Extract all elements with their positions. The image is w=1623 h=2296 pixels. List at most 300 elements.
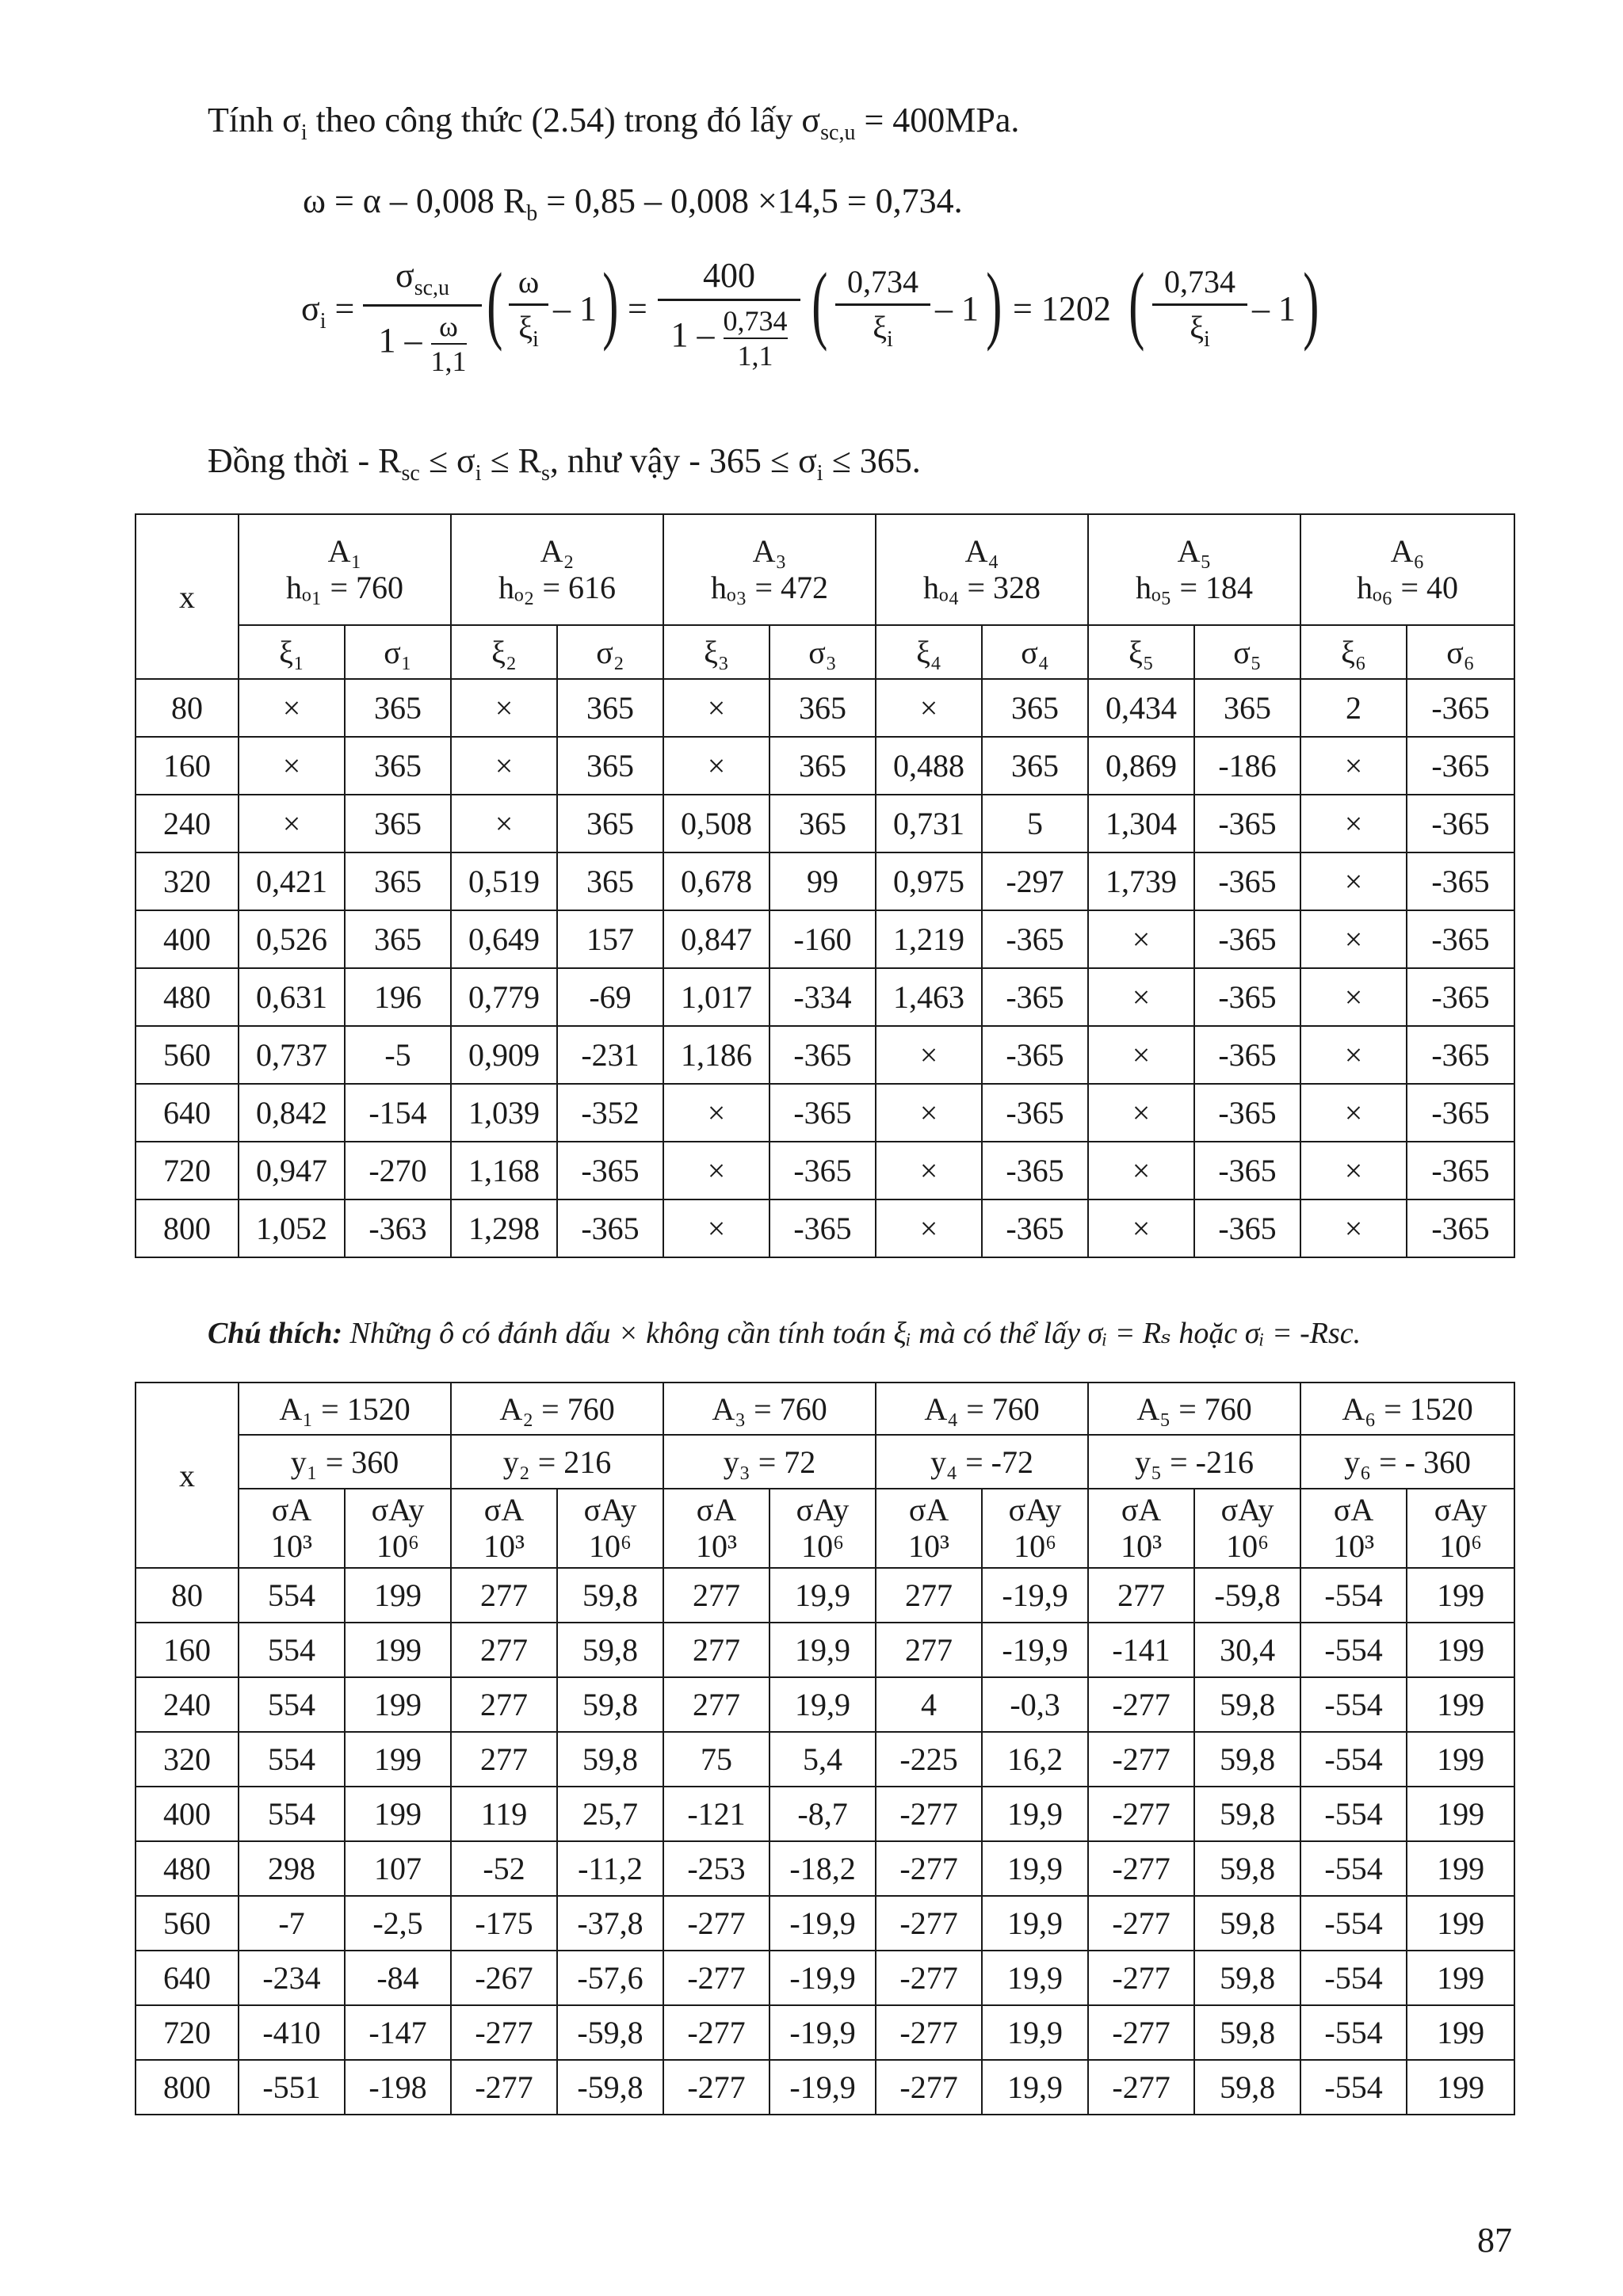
note-label: Chú thích: [208,1317,343,1350]
table-cell: 59,8 [557,1568,663,1623]
table-cell: 5,4 [769,1732,876,1787]
table-cell: 277 [451,1568,557,1623]
group-area-label: A₁ [327,533,362,569]
table-cell: -277 [876,2060,982,2115]
formula-paren-close-2: ) [986,255,1002,352]
table-cell: -277 [876,1841,982,1896]
formula-frac-2-den-frac-num: 0,734 [724,304,788,339]
table-cell: × [876,1026,982,1084]
table-cell: 59,8 [557,1623,663,1677]
xi-header-cell: ξ₆ [1300,625,1407,679]
sigma-a-unit: 10³ [1121,1528,1163,1564]
group-depth-label: hₒ₁ = 760 [285,570,404,605]
table-cell: × [451,737,557,795]
constraint-sub2: i [475,461,482,486]
sigma-ay-unit: 10⁶ [589,1528,632,1564]
table-cell: 1,039 [451,1084,557,1142]
table-cell: × [239,737,345,795]
table-cell: -57,6 [557,1951,663,2005]
table-cell: -231 [557,1026,663,1084]
formula-inner-frac-2-den-sub: i [887,327,893,352]
table-cell: × [663,1084,769,1142]
table-cell: × [876,1084,982,1142]
table-cell: 19,9 [769,1623,876,1677]
table-cell: × [1300,852,1407,910]
table-row [136,1896,1514,1951]
formula-inner-frac-3-num: 0,734 [1152,263,1247,306]
table-cell: -365 [1194,795,1300,852]
table-cell: -277 [451,2060,557,2115]
table-cell: 0,678 [663,852,769,910]
formula-frac-2-den [658,301,800,372]
table-cell: × [239,679,345,737]
sigma-ay-unit: 10⁶ [376,1528,419,1564]
table-cell: 59,8 [1194,1951,1300,2005]
sigma-a-unit: 10³ [696,1528,738,1564]
table-cell: 19,9 [982,2005,1088,2060]
xi-header-cell: ξ₁ [239,625,345,679]
table-cell: -410 [239,2005,345,2060]
sigma-ay-label: σAy [796,1492,850,1527]
formula-tail-3: – 1 [1252,289,1296,328]
table-row [136,1568,1514,1623]
constraint-line [208,441,921,486]
x-value-cell: 720 [136,2005,239,2060]
table-cell: -59,8 [1194,1568,1300,1623]
sigma-header-cell: σ₁ [345,625,451,679]
table-cell: 365 [345,852,451,910]
table-cell: 1,463 [876,968,982,1026]
table-cell: 0,421 [239,852,345,910]
table-cell: -554 [1300,1623,1407,1677]
table-cell: -7 [239,1896,345,1951]
omega-line-b: = 0,85 – 0,008 ×14,5 = 0,734. [537,181,963,220]
formula-frac-1-den [363,307,482,378]
table-cell: 554 [239,1623,345,1677]
table-cell: -334 [769,968,876,1026]
table-cell: 19,9 [982,1951,1088,2005]
table-cell: 199 [345,1568,451,1623]
table-cell: 1,017 [663,968,769,1026]
table-row [136,2005,1514,2060]
table-cell: 277 [451,1732,557,1787]
table-cell: -365 [982,910,1088,968]
sigma-a-header-cell [1088,1489,1194,1568]
x-value-cell: 400 [136,910,239,968]
table-cell: × [1088,1084,1194,1142]
table-cell: -365 [1407,910,1514,968]
table-cell: × [1300,1199,1407,1257]
table-cell: 365 [345,679,451,737]
table-cell: -19,9 [769,2005,876,2060]
table-cell: 157 [557,910,663,968]
table-cell: -365 [1407,795,1514,852]
table-cell: 5 [982,795,1088,852]
table-cell: 4 [876,1677,982,1732]
table-cell: 199 [1407,2005,1514,2060]
table-cell: -253 [663,1841,769,1896]
table-cell: -277 [876,2005,982,2060]
x-value-cell: 640 [136,1084,239,1142]
formula-frac-1-den-frac-den: 1,1 [430,345,467,377]
sigma-ay-label: σAy [1434,1492,1487,1527]
sigma-a-header-cell [239,1489,345,1568]
table-cell: × [451,679,557,737]
table-cell: 59,8 [1194,1677,1300,1732]
table-cell: -365 [1407,737,1514,795]
x-value-cell: 240 [136,1677,239,1732]
group-depth-label: hₒ₄ = 328 [922,570,1041,605]
table-cell: -365 [1407,968,1514,1026]
table-cell: -19,9 [982,1568,1088,1623]
sigma-ay-label: σAy [1008,1492,1062,1527]
constraint-a: Đồng thời - R [208,441,402,480]
table-cell: -365 [1407,852,1514,910]
table-header-row [136,514,1514,625]
formula-paren-open-3: ( [1128,255,1145,352]
table-cell: -554 [1300,1896,1407,1951]
table-cell: -277 [1088,1732,1194,1787]
table-cell: 1,052 [239,1199,345,1257]
table-cell: -365 [1194,968,1300,1026]
x-value-cell: 560 [136,1896,239,1951]
table-cell: × [1300,795,1407,852]
xi-header-cell: ξ₄ [876,625,982,679]
table-cell: 199 [1407,1896,1514,1951]
table-cell: -37,8 [557,1896,663,1951]
formula-paren-open-2: ( [812,255,828,352]
table-cell: × [239,795,345,852]
formula-frac-1-num-sigma: σ [395,256,414,295]
table-cell: -365 [1194,1199,1300,1257]
formula-tail-1: – 1 [553,289,597,328]
table-cell: -277 [1088,1787,1194,1841]
table-cell: 199 [345,1677,451,1732]
group-header-cell [451,514,663,625]
table-cell: 0,631 [239,968,345,1026]
table-row [136,2060,1514,2115]
table-cell: 199 [1407,1568,1514,1623]
constraint-sub1: sc [401,461,420,486]
table-cell: 0,488 [876,737,982,795]
table-row [136,1199,1514,1257]
sigma-a-label: σA [1333,1492,1374,1527]
table-cell: 1,186 [663,1026,769,1084]
table-cell: 365 [1194,679,1300,737]
table-cell: 365 [557,737,663,795]
table-cell: 0,947 [239,1142,345,1199]
xi-sigma-table-head [136,514,1514,679]
sigma-ay-header-cell [345,1489,451,1568]
table-cell: -365 [982,1199,1088,1257]
sigma-a-unit: 10³ [271,1528,312,1564]
table-cell: -551 [239,2060,345,2115]
table-cell: -234 [239,1951,345,2005]
x-value-cell: 720 [136,1142,239,1199]
table-cell: 196 [345,968,451,1026]
group-area-label: A₄ [964,533,999,569]
table-cell: 1,168 [451,1142,557,1199]
formula-paren-close-3: ) [1303,255,1319,352]
table-cell: -365 [1407,1199,1514,1257]
table-cell: -52 [451,1841,557,1896]
table-cell: 199 [345,1732,451,1787]
formula-frac-1-den-a: 1 – [378,321,422,360]
table-cell: 277 [451,1623,557,1677]
table-cell: -277 [663,2060,769,2115]
table-cell: 365 [345,737,451,795]
table-cell: -277 [876,1896,982,1951]
group-header-cell [1088,514,1300,625]
table-cell: 2 [1300,679,1407,737]
intro-line-1 [208,103,1019,144]
sigma-a-unit: 10³ [908,1528,950,1564]
table-cell: -19,9 [769,1896,876,1951]
table-cell: 59,8 [1194,2005,1300,2060]
x-value-cell: 160 [136,737,239,795]
table-cell: 365 [769,737,876,795]
table-cell: 119 [451,1787,557,1841]
table-cell: -365 [769,1142,876,1199]
table-cell: -365 [769,1084,876,1142]
table-cell: 199 [345,1623,451,1677]
formula-inner-frac-3-den-sub: i [1204,327,1210,352]
table-cell: 554 [239,1568,345,1623]
xi-header-cell: ξ₂ [451,625,557,679]
group-area-cell: A₁ = 1520 [239,1383,451,1435]
table-cell: 0,434 [1088,679,1194,737]
group-header-cell [663,514,876,625]
sigma-a-label: σA [271,1492,312,1527]
table-cell: 19,9 [982,1841,1088,1896]
x-value-cell: 800 [136,2060,239,2115]
table-cell: -69 [557,968,663,1026]
table-cell: 0,842 [239,1084,345,1142]
group-y-cell: y₁ = 360 [239,1435,451,1489]
table-cell: -59,8 [557,2060,663,2115]
table-cell: 199 [1407,2060,1514,2115]
table-cell: 277 [663,1677,769,1732]
sigma-ay-label: σAy [1220,1492,1274,1527]
table-cell: × [1300,1026,1407,1084]
table-cell: × [1088,968,1194,1026]
omega-line [303,181,963,226]
constraint-sub3: s [540,461,550,486]
constraint-d: , như vậy - 365 ≤ σ [549,441,817,480]
group-header-cell [1300,514,1514,625]
table-cell: 59,8 [557,1677,663,1732]
table-cell: × [876,1142,982,1199]
table-cell: 199 [1407,1787,1514,1841]
group-area-label: A₅ [1177,533,1212,569]
table-cell: 0,909 [451,1026,557,1084]
formula-frac-2-den-frac-den: 1,1 [737,340,773,372]
table-cell: × [1088,910,1194,968]
table-cell: -365 [1194,1142,1300,1199]
sigma-header-cell: σ₃ [769,625,876,679]
table-cell: -277 [1088,2005,1194,2060]
table-cell: 1,219 [876,910,982,968]
sigma-header-cell: σ₂ [557,625,663,679]
table-row [136,795,1514,852]
formula-frac-2 [658,255,800,372]
table-cell: 19,9 [982,1787,1088,1841]
x-value-cell: 240 [136,795,239,852]
table-row [136,968,1514,1026]
xi-header-cell: ξ₃ [663,625,769,679]
x-value-cell: 160 [136,1623,239,1677]
table-row [136,1623,1514,1677]
x-value-cell: 480 [136,968,239,1026]
group-y-cell: y₃ = 72 [663,1435,876,1489]
sigma-a-label: σA [483,1492,525,1527]
table-cell: 365 [557,679,663,737]
table-row [136,1084,1514,1142]
table-cell: × [663,1142,769,1199]
formula-frac-1 [363,255,482,378]
table-cell: -277 [663,2005,769,2060]
table-cell: 554 [239,1732,345,1787]
table-row [136,1677,1514,1732]
group-depth-label: hₒ₆ = 40 [1356,570,1459,605]
constraint-sub4: i [816,461,823,486]
table-cell: 298 [239,1841,345,1896]
table-cell: × [1300,1084,1407,1142]
table-cell: 554 [239,1677,345,1732]
sigma-ay-unit: 10⁶ [1014,1528,1057,1564]
table-cell: -175 [451,1896,557,1951]
group-y-cell: y₄ = -72 [876,1435,1088,1489]
table-cell: -365 [769,1026,876,1084]
table-cell: × [1088,1026,1194,1084]
table-cell: 0,519 [451,852,557,910]
sigma-ay-label: σAy [583,1492,637,1527]
formula-paren-close-1: ) [602,255,619,352]
table-cell: -270 [345,1142,451,1199]
table-cell: -554 [1300,1677,1407,1732]
formula-inner-frac-1-num: ω [509,263,548,306]
table-cell: 277 [876,1568,982,1623]
sigma-ay-unit: 10⁶ [1439,1528,1483,1564]
intro-line-1-sub2: sc,u [820,120,856,145]
formula-inner-frac-2-den: ξ [873,310,888,345]
table-cell: -186 [1194,737,1300,795]
formula-eq3: = 1202 [1013,289,1111,328]
constraint-b: ≤ σ [419,441,475,480]
x-value-cell: 640 [136,1951,239,2005]
force-moment-table-head [136,1383,1514,1568]
table-cell: -0,3 [982,1677,1088,1732]
omega-line-a: ω = α – 0,008 R [303,181,527,220]
sigma-a-header-cell [451,1489,557,1568]
formula-eq1: = [334,289,355,328]
table-cell: × [876,679,982,737]
formula-inner-frac-1-den: ξ [518,310,533,345]
table-cell: -277 [876,1787,982,1841]
group-area-cell: A₄ = 760 [876,1383,1088,1435]
table-cell: -554 [1300,2005,1407,2060]
table-cell: -84 [345,1951,451,2005]
x-value-cell: 80 [136,1568,239,1623]
sigma-ay-label: σAy [371,1492,425,1527]
table-cell: 59,8 [1194,2060,1300,2115]
table-cell: 199 [1407,1841,1514,1896]
table-cell: 1,298 [451,1199,557,1257]
group-y-cell: y₆ = - 360 [1300,1435,1514,1489]
sigma-ay-unit: 10⁶ [1226,1528,1270,1564]
page-number: 87 [1477,2221,1512,2260]
table-cell: 0,847 [663,910,769,968]
table-row [136,1787,1514,1841]
xi-sigma-table [135,513,1515,1258]
table-cell: 365 [769,679,876,737]
xi-sigma-table-body [136,679,1514,1257]
sigma-ay-header-cell [769,1489,876,1568]
table-cell: 365 [982,679,1088,737]
table-cell: -365 [1407,679,1514,737]
table-cell: -365 [1407,1026,1514,1084]
x-value-cell: 800 [136,1199,239,1257]
formula-tail-2: – 1 [935,289,979,328]
table-cell: × [451,795,557,852]
table-cell: 1,304 [1088,795,1194,852]
table-subheader-row [136,625,1514,679]
table-cell: -198 [345,2060,451,2115]
intro-line-1-c: = 400MPa. [855,101,1020,139]
formula-lhs-sub: i [319,309,327,334]
table-cell: -154 [345,1084,451,1142]
table-cell: -554 [1300,1568,1407,1623]
table-cell: -277 [1088,1841,1194,1896]
table-cell: 199 [345,1787,451,1841]
formula-frac-1-den-frac-num: ω [431,310,467,345]
intro-line-1-a: Tính σ [208,101,301,139]
table-cell: -363 [345,1199,451,1257]
formula-lhs [301,288,354,334]
constraint-c: ≤ R [481,441,541,480]
x-value-cell: 400 [136,1787,239,1841]
table-cell: 277 [663,1623,769,1677]
formula-lhs-sigma: σ [301,289,320,328]
sigma-header-cell: σ₅ [1194,625,1300,679]
table-subheader-row [136,1489,1514,1568]
table-cell: -365 [1407,1142,1514,1199]
table-cell: 59,8 [1194,1787,1300,1841]
formula-inner-frac-1-den-sub: i [533,327,539,352]
table-cell: -19,9 [769,1951,876,2005]
x-value-cell: 480 [136,1841,239,1896]
table-row [136,679,1514,737]
table-cell: 30,4 [1194,1623,1300,1677]
table-cell: -277 [451,2005,557,2060]
sigma-a-label: σA [696,1492,737,1527]
formula-frac-1-num [363,255,482,307]
table-header-row [136,1383,1514,1435]
intro-line-1-b: theo công thức (2.54) trong đó lấy σ [307,101,821,139]
table-cell: × [876,1199,982,1257]
group-header-cell [876,514,1088,625]
formula-frac-1-num-sub: sc,u [414,276,450,300]
group-area-cell: A₆ = 1520 [1300,1383,1514,1435]
table-cell: × [663,679,769,737]
table-cell: 277 [1088,1568,1194,1623]
table-cell: -19,9 [769,2060,876,2115]
table-row [136,1841,1514,1896]
omega-line-sub: b [526,201,538,226]
formula-paren-open-1: ( [487,255,503,352]
table-note [208,1315,1361,1351]
sigma-ay-header-cell [982,1489,1088,1568]
